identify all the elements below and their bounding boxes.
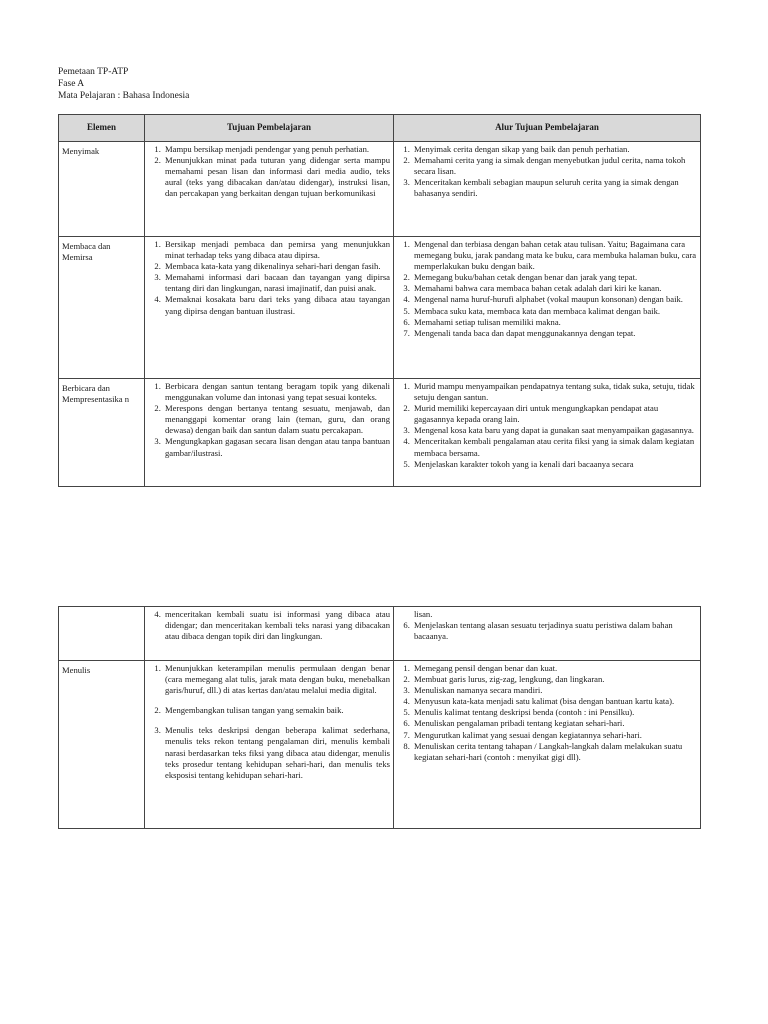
elemen-cell: Menyimak xyxy=(59,142,145,237)
list-item: 3. Memahami informasi dari bacaan dan tayangan yang dipirsa tentang diri dan lingkungan, narasi imajinatif, dan puisi anak. xyxy=(163,272,390,294)
list-item: 2. Memegang buku/bahan cetak dengan benar dan jarak yang tepat. xyxy=(412,272,697,283)
list-item: 2. Mengembangkan tulisan tangan yang semakin baik. xyxy=(163,705,390,716)
atp-cell xyxy=(394,661,701,829)
tp-atp-table-continued xyxy=(58,606,701,829)
list-item: 3. Menceritakan kembali sebagian maupun seluruh cerita yang ia simak dengan bahasanya sendiri. xyxy=(412,177,697,199)
list-item: 1. Bersikap menjadi pembaca dan pemirsa yang menunjukkan minat terhadap teks yang dibaca atau dipirsa. xyxy=(163,239,390,261)
tp-cell xyxy=(145,142,394,237)
table-row xyxy=(59,661,701,829)
list-item: 7. Mengurutkan kalimat yang sesuai dengan kegiatannya sehari-hari. xyxy=(412,730,697,741)
list-item: 1. Menyimak cerita dengan sikap yang baik dan penuh perhatian. xyxy=(412,144,697,155)
list-item: 4. Memaknai kosakata baru dari teks yang dibaca atau tayangan yang dipirsa dengan bantuan ilustrasi. xyxy=(163,294,390,316)
elemen-cell: Menulis xyxy=(59,661,145,829)
table-row xyxy=(59,607,701,661)
elemen-cell: Membaca dan Memirsa xyxy=(59,237,145,379)
list-item: 4. Mengenal nama huruf-hurufi alphabet (vokal maupun konsonan) dengan baik. xyxy=(412,294,697,305)
list-item: 5. Menjelaskan karakter tokoh yang ia kenali dari bacaanya secara xyxy=(412,459,697,470)
tp-cell xyxy=(145,237,394,379)
elemen-cell xyxy=(59,607,145,661)
list-item: 3. Menulis teks deskripsi dengan beberapa kalimat sederhana, menulis teks rekon tentang pengalaman diri, menulis kembali narasi berdasarkan teks fiksi yang dibaca atau didengar, menulis teks prosedur tentang kehidupan sehari-hari, dan menulis teks eksposisi tentang kehidupan sehari-hari. xyxy=(163,725,390,780)
list-item: 3. Menuliskan namanya secara mandiri. xyxy=(412,685,697,696)
list-item: 5. Membaca suku kata, membaca kata dan membaca kalimat dengan baik. xyxy=(412,306,697,317)
list-item: 4. Menceritakan kembali pengalaman atau cerita fiksi yang ia simak dalam kegiatan membaca bersama. xyxy=(412,436,697,458)
tp-cell xyxy=(145,607,394,661)
list-item: 6. Menjelaskan tentang alasan sesuatu terjadinya suatu peristiwa dalam bahan bacaanya. xyxy=(412,620,697,642)
list-item: 3. Memahami bahwa cara membaca bahan cetak adalah dari kiri ke kanan. xyxy=(412,283,697,294)
list-item: 1. Menunjukkan keterampilan menulis permulaan dengan benar (cara memegang alat tulis, jarak mata dengan buku, menebalkan garis/huruf, dll.) di atas kertas dan/atau melalui media digital. xyxy=(163,663,390,696)
tp-cell xyxy=(145,379,394,487)
list-item: 2. Memahami cerita yang ia simak dengan menyebutkan judul cerita, nama tokoh secara lisan. xyxy=(412,155,697,177)
atp-cell xyxy=(394,607,701,661)
doc-subject: Mata Pelajaran : Bahasa Indonesia xyxy=(58,91,190,101)
col-header-atp: Alur Tujuan Pembelajaran xyxy=(394,115,701,142)
table-row xyxy=(59,379,701,487)
list-item: 1. Murid mampu menyampaikan pendapatnya tentang suka, tidak suka, setuju, tidak setuju dengan santun. xyxy=(412,381,697,403)
col-header-tp: Tujuan Pembelajaran xyxy=(145,115,394,142)
atp-cell xyxy=(394,237,701,379)
list-item: 2. Menunjukkan minat pada tuturan yang didengar serta mampu memahami pesan lisan dan informasi dari media audio, teks aural (teks yang dibacakan dan/atau didengar), instruksi lisan, dan percakapan yang berkaitan dengan tujuan berkomunikasi xyxy=(163,155,390,199)
list-item: 2. Murid memiliki kepercayaan diri untuk mengungkapkan pendapat atau gagasannya kepada orang lain. xyxy=(412,403,697,425)
doc-title: Pemetaan TP-ATP xyxy=(58,67,129,77)
atp-continued-text: lisan. xyxy=(414,609,433,619)
list-item: 3. Mengungkapkan gagasan secara lisan dengan atau tanpa bantuan gambar/ilustrasi. xyxy=(163,436,390,458)
table-row xyxy=(59,237,701,379)
list-item: 3. Mengenal kosa kata baru yang dapat ia gunakan saat menyampaikan gagasannya. xyxy=(412,425,697,436)
list-item: 4. menceritakan kembali suatu isi informasi yang dibaca atau didengar; dan menceritakan kembali teks narasi yang dibacakan atau dibaca dengan topik diri dan lingkungan. xyxy=(163,609,390,642)
tp-cell xyxy=(145,661,394,829)
list-item: 7. Mengenali tanda baca dan dapat menggunakannya dengan tepat. xyxy=(412,328,697,339)
list-item: 5. Menulis kalimat tentang deskripsi benda (contoh : ini Pensilku). xyxy=(412,707,697,718)
list-item: 4. Menyusun kata-kata menjadi satu kalimat (bisa dengan bantuan kartu kata). xyxy=(412,696,697,707)
tp-atp-table xyxy=(58,114,701,487)
doc-phase: Fase A xyxy=(58,79,85,89)
list-item: 2. Merespons dengan bertanya tentang sesuatu, menjawab, dan menanggapi komentar orang lain (teman, guru, dan orang dewasa) dengan baik dan santun dalam suatu percakapan. xyxy=(163,403,390,436)
list-item: 2. Membuat garis lurus, zig-zag, lengkung, dan lingkaran. xyxy=(412,674,697,685)
list-item: 1. Mampu bersikap menjadi pendengar yang penuh perhatian. xyxy=(163,144,390,155)
list-item: 6. Menuliskan pengalaman pribadi tentang kegiatan sehari-hari. xyxy=(412,718,697,729)
list-item: 2. Membaca kata-kata yang dikenalinya sehari-hari dengan fasih. xyxy=(163,261,390,272)
col-header-elemen: Elemen xyxy=(59,115,145,142)
document-header xyxy=(58,66,189,102)
list-item: 1. Berbicara dengan santun tentang beragam topik yang dikenali menggunakan volume dan intonasi yang tepat sesuai konteks. xyxy=(163,381,390,403)
list-item: 6. Memahami setiap tulisan memiliki makna. xyxy=(412,317,697,328)
list-item: 1. Mengenal dan terbiasa dengan bahan cetak atau tulisan. Yaitu; Bagaimana cara memegang buku, jarak pandang mata ke buku, cara membuka halaman buku, cara memperlakukan buku dengan baik. xyxy=(412,239,697,272)
table-header-row xyxy=(59,115,701,142)
atp-cell xyxy=(394,379,701,487)
list-item: 8. Menuliskan cerita tentang tahapan / Langkah-langkah dalam melakukan suatu kegiatan sehari-hari (contoh : menyikat gigi dll). xyxy=(412,741,697,763)
elemen-cell: Berbicara dan Mempresentasika n xyxy=(59,379,145,487)
list-item: 1. Memegang pensil dengan benar dan kuat. xyxy=(412,663,697,674)
atp-cell xyxy=(394,142,701,237)
table-row xyxy=(59,142,701,237)
